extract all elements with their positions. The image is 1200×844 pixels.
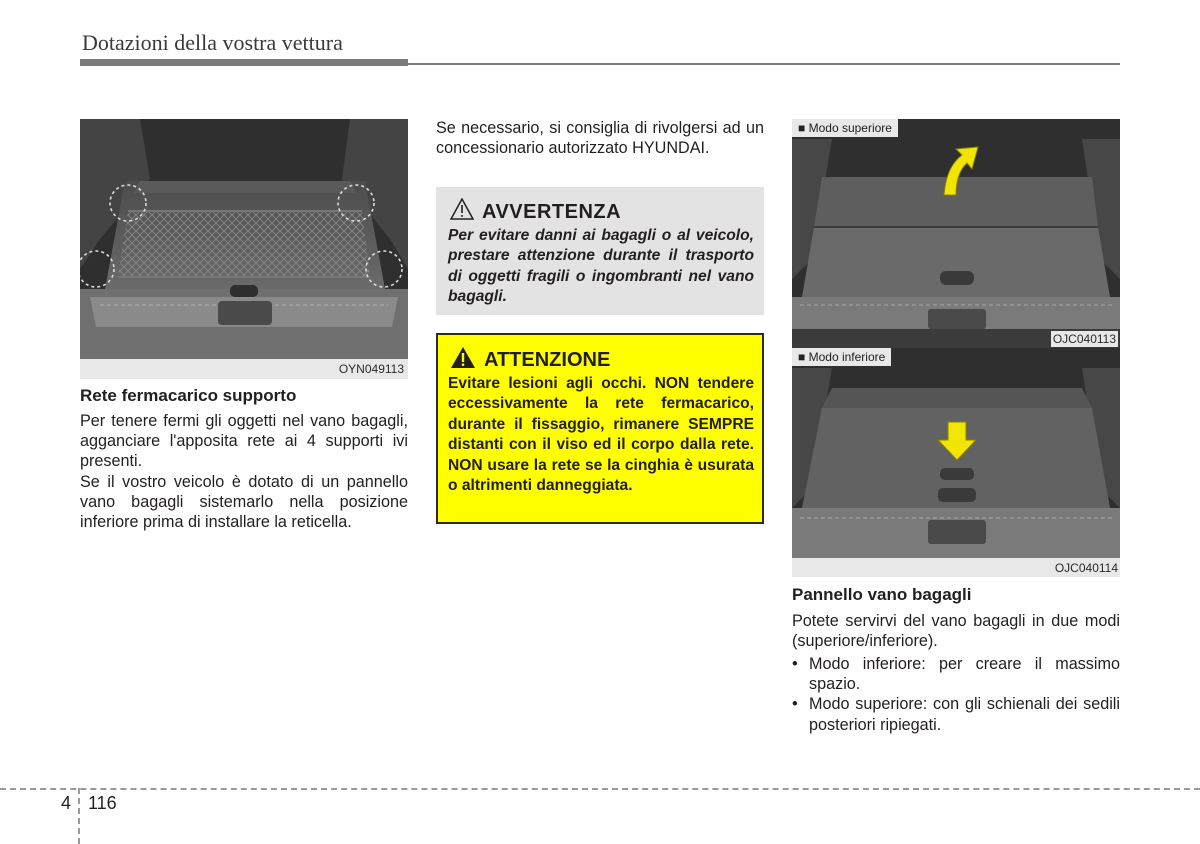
lower-mode-label-text: Modo inferiore — [808, 350, 886, 364]
luggage-panel-heading: Pannello vano bagagli — [792, 585, 972, 604]
cargo-net-paragraph-2: Se il vostro veicolo è dotato di un pannello vano bagagli sistemarlo nella posizione inferiore prima di installare la reticella. — [80, 473, 408, 532]
cargo-net-paragraph-1: Per tenere fermi gli oggetti nel vano bagagli, agganciare l'apposita rete ai 4 supporti ivi presenti. — [80, 412, 408, 471]
dealer-advice-paragraph: Se necessario, si consiglia di rivolgersi ad un concessionario autorizzato HYUNDAI. — [436, 119, 764, 158]
upper-mode-photo — [792, 119, 1120, 348]
luggage-panel-mode-list — [792, 654, 1120, 735]
header-rule-thin — [408, 63, 1120, 65]
page-header-title: Dotazioni della vostra vettura — [82, 30, 343, 55]
caution-box — [436, 333, 764, 524]
chapter-number: 4 — [61, 793, 72, 813]
cargo-net-photo — [80, 119, 408, 379]
page-number: 116 — [88, 793, 117, 813]
list-item: • Modo superiore: con gli schienali dei sedili posteriori ripiegati. — [792, 694, 1120, 734]
header-rule-thick — [80, 59, 408, 66]
cargo-net-illustration — [80, 119, 408, 359]
caution-title: ATTENZIONE — [484, 349, 611, 371]
figure-code: OYN049113 — [338, 362, 404, 376]
footer-dashed-rule — [0, 788, 1200, 790]
lower-mode-photo — [792, 348, 1120, 577]
lower-mode-label: ■ Modo inferiore — [792, 348, 891, 366]
caution-triangle-icon — [450, 346, 476, 369]
warning-box — [436, 187, 764, 315]
figure-code: OJC040114 — [1054, 561, 1118, 575]
upper-mode-label-text: Modo superiore — [808, 121, 892, 135]
cargo-net-heading: Rete fermacarico supporto — [80, 386, 297, 405]
warning-text: Per evitare danni ai bagagli o al veicolo, prestare attenzione durante il trasporto di oggetti fragili o ingombranti nel vano bagagli. — [448, 227, 754, 306]
footer-dashed-divider — [78, 788, 80, 844]
warning-triangle-icon — [450, 198, 474, 220]
figure-code: OJC040113 — [1052, 332, 1116, 346]
caution-text: Evitare lesioni agli occhi. NON tendere eccessivamente la rete fermacarico, durante il fissaggio, rimanere SEMPRE distanti con il viso ed il corpo dalla rete. NON usare la rete se la cinghia è usurata o altrimenti danneggiata. — [448, 375, 754, 495]
upper-mode-label: ■ Modo superiore — [792, 119, 898, 137]
upper-mode-illustration — [792, 119, 1120, 329]
luggage-panel-paragraph: Potete servirvi del vano bagagli in due modi (superiore/inferiore). — [792, 612, 1120, 651]
lower-mode-illustration — [792, 348, 1120, 577]
list-item: • Modo inferiore: per creare il massimo spazio. — [792, 654, 1120, 694]
warning-title: AVVERTENZA — [482, 201, 622, 223]
